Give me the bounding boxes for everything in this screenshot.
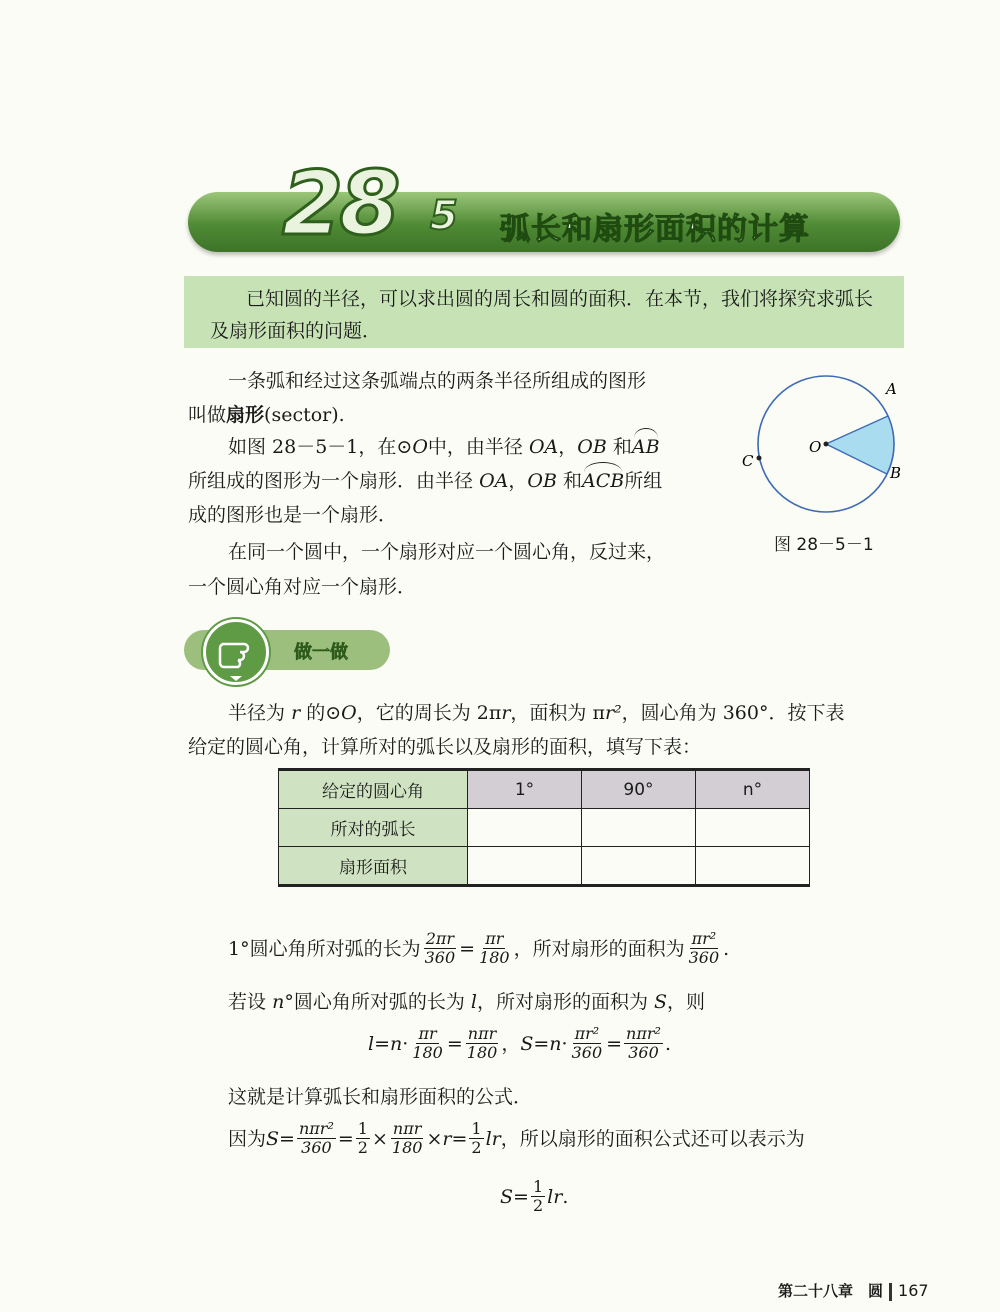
center-point [824,442,829,447]
fraction: $\frac{\pi r}{180}$ [479,929,510,967]
row-header: 所对的弧长 [279,809,468,847]
activity-label: 做一做 [294,642,348,663]
section-subnumber: 5 [430,193,458,239]
fraction: $\frac{2\pi r}{360}$ [424,929,456,967]
fraction: $\frac{\text{nπr}}{180}$ [391,1119,423,1157]
row-header: 扇形面积 [279,847,468,886]
label-c: C [742,452,754,470]
example-line1: 如图 28－5－1，在⊙O中，由半径 OA，OB 和AB [228,430,660,464]
definition-line2: 叫做扇形(sector). [188,404,345,426]
activity-line2: 给定的圆心角，计算所对的弧长以及扇形的面积，填写下表： [188,736,702,758]
blank-cell[interactable] [582,847,696,886]
formula-line3: l = n · $\frac{\pi r}{180}$ = $\frac{\text{nπr}}{180}$ ， S = n · $\frac{\text{πr²}}{360}$ = $\frac{\text{nπr²}}{360}$ . [368,1024,671,1062]
label-b: B [890,464,902,482]
sector-figure [740,370,920,520]
activity-line1: 半径为 r 的⊙O，它的周长为 2πr，面积为 πr²，圆心角为 360°．按下表 [228,702,845,724]
calc-table [278,768,810,887]
point-c [757,456,762,461]
formula-line4: 这就是计算弧长和扇形面积的公式． [228,1086,533,1108]
term-sector: 扇形 [226,404,265,426]
relation-line1: 在同一个圆中，一个扇形对应一个圆心角，反过来， [228,541,666,563]
page-number: 167 [898,1281,929,1300]
row-header: 给定的圆心角 [279,770,468,809]
column-header: 90° [582,770,696,809]
fraction: $\frac{\text{nπr²}}{360}$ [626,1024,661,1062]
column-header: 1° [468,770,582,809]
column-header: n° [696,770,810,809]
fraction: $\frac{1}{2}$ [357,1119,368,1157]
footer-divider [889,1283,892,1301]
table-row [279,847,810,886]
formula-line6: S = $\frac{1}{2}$ lr . [500,1177,569,1215]
definition-line1: 一条弧和经过这条弧端点的两条半径所组成的图形 [228,370,647,392]
page-footer [778,1280,929,1301]
formula-line1: 1°圆心角所对弧的长为 $\frac{2\pi r}{360}$ = $\frac{\pi r}{180}$ ，所对扇形的面积为 $\frac{\text{πr²}}{360}$ . [228,929,730,967]
example-line2: 所组成的图形为一个扇形．由半径 OA，OB 和ACB所组 [188,464,662,498]
fraction: $\frac{\text{nπr²}}{360}$ [298,1119,334,1157]
formula-line5: 因为 S = $\frac{\text{nπr²}}{360}$ = $\frac{1}{2}$ × $\frac{\text{nπr}}{180}$ × r = $\frac{1}{2}$ lr ，所以扇形的面积公式还可以表示为 [228,1119,805,1157]
figure-caption: 图 28－5－1 [774,535,874,555]
fraction: $\frac{1}{2}$ [471,1119,482,1157]
activity-icon-circle [203,619,269,685]
blank-cell[interactable] [696,809,810,847]
blank-cell[interactable] [468,809,582,847]
fraction: $\frac{1}{2}$ [532,1177,544,1215]
blank-cell[interactable] [696,847,810,886]
section-number: 28 [282,152,397,255]
intro-text: 已知圆的半径，可以求出圆的周长和圆的面积．在本节，我们将探究求弧长及扇形面积的问题． [210,288,874,342]
label-o: O [809,438,822,456]
formula-line2: 若设 n°圆心角所对弧的长为 l，所对扇形的面积为 S，则 [228,991,706,1013]
arc-acb: ACB [582,464,624,498]
fraction: $\frac{\text{πr²}}{360}$ [688,929,720,967]
table-row [279,770,810,809]
chapter-label: 第二十八章 圆 [778,1282,884,1300]
sector-shape [826,416,894,474]
fraction: $\frac{\pi r}{180}$ [412,1024,443,1062]
blank-cell[interactable] [582,809,696,847]
example-line3: 成的图形也是一个扇形． [188,504,398,526]
relation-line2: 一个圆心角对应一个扇形． [188,576,417,598]
hand-icon [206,622,266,682]
arc-ab: AB [632,430,660,464]
blank-cell[interactable] [468,847,582,886]
label-a: A [886,380,897,398]
section-title: 弧长和扇形面积的计算 [500,212,810,247]
fraction: $\frac{\text{πr²}}{360}$ [571,1024,603,1062]
fraction: $\frac{\text{nπr}}{180}$ [466,1024,498,1062]
table-row [279,809,810,847]
